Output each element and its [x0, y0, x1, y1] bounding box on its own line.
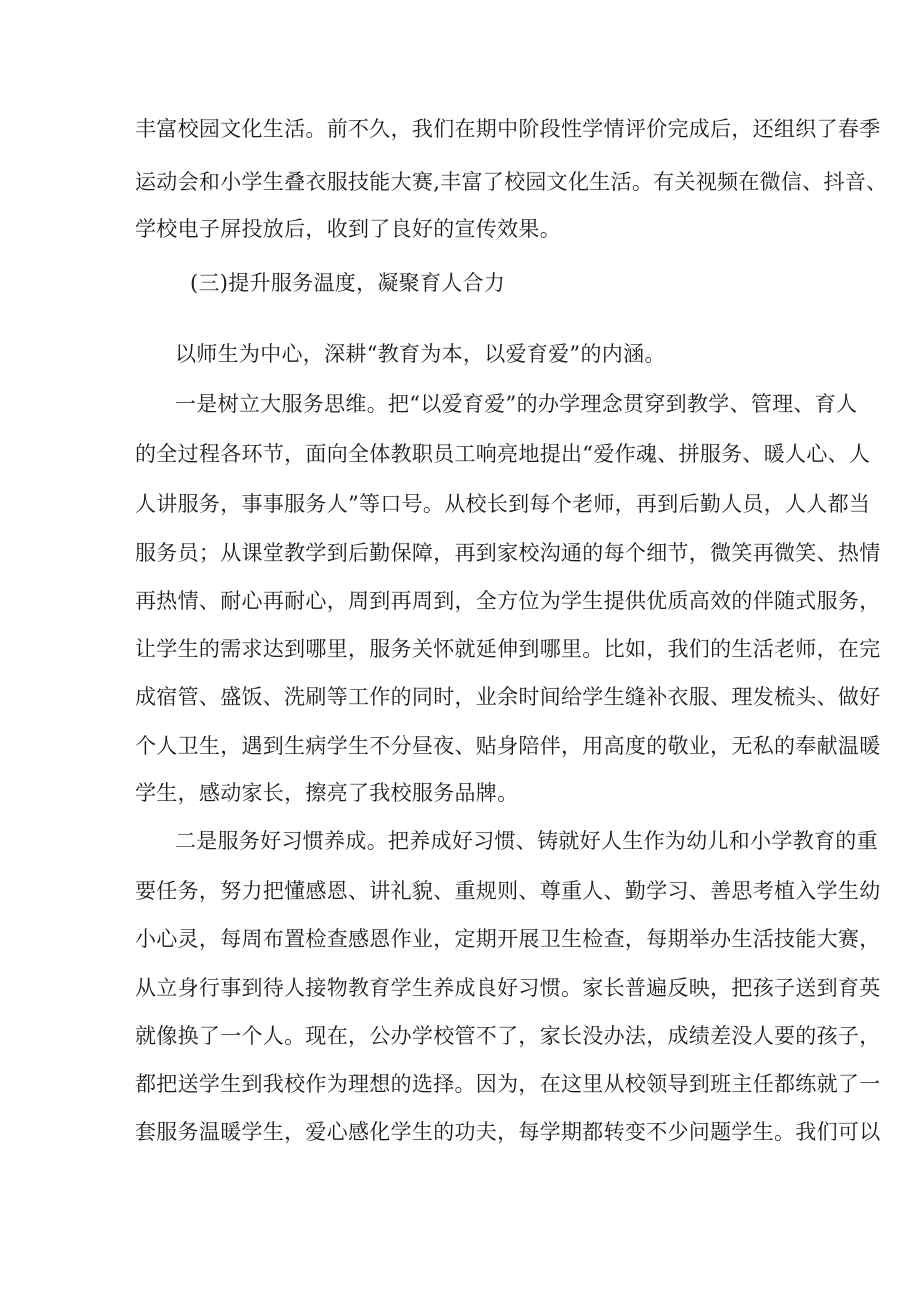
text-line: 让学生的需求达到哪里，服务关怀就延伸到哪里。比如，我们的生活老师，在完 — [135, 637, 881, 661]
text-line: 小心灵，每周布置检查感恩作业，定期开展卫生检查，每期举办生活技能大赛， — [135, 927, 881, 951]
text-line: 个人卫生，遇到生病学生不分昼夜、贴身陪伴，用高度的敬业，无私的奉献温暖 — [135, 734, 881, 758]
text-line: 成宿管、盛饭、洗刷等工作的同时，业余时间给学生缝补衣服、理发梳头、做好 — [135, 685, 881, 709]
text-line: 人讲服务，事事服务人”等口号。从校长到每个老师，再到后勤人员，人人都当 — [135, 492, 871, 516]
paragraph-first-line: 以师生为中心，深耕“教育为本，以爱育爱”的内涵。 — [175, 342, 666, 366]
text-line: 丰富校园文化生活。前不久，我们在期中阶段性学情评价完成后，还组织了春季 — [135, 117, 881, 141]
text-line: 套服务温暖学生，爱心感化学生的功夫，每学期都转变不少问题学生。我们可以 — [135, 1120, 881, 1144]
text-line: 学生，感动家长，擦亮了我校服务品牌。 — [135, 781, 519, 805]
section-heading: (三)提升服务温度，凝聚育人合力 — [190, 271, 506, 295]
text-line: 要任务，努力把懂感恩、讲礼貌、重规则、尊重人、勤学习、善思考植入学生幼 — [135, 879, 881, 903]
text-line: 学校电子屏投放后，收到了良好的宣传效果。 — [135, 217, 561, 241]
paragraph-first-line: 二是服务好习惯养成。把养成好习惯、铸就好人生作为幼儿和小学教育的重 — [175, 829, 878, 853]
text-line: 就像换了一个人。现在，公办学校管不了，家长没办法，成绩差没人要的孩子， — [135, 1024, 881, 1048]
text-line: 服务员；从课堂教学到后勤保障，再到家校沟通的每个细节，微笑再微笑、热情 — [135, 541, 881, 565]
text-line: 运动会和小学生叠衣服技能大赛,丰富了校园文化生活。有关视频在微信、抖音、 — [135, 170, 888, 194]
paragraph-first-line: 一是树立大服务思维。把“以爱育爱”的办学理念贯穿到教学、管理、育人 — [175, 392, 858, 416]
text-line: 再热情、耐心再耐心，周到再周到，全方位为学生提供优质高效的伴随式服务， — [135, 589, 881, 613]
text-line: 从立身行事到待人接物教育学生养成良好习惯。家长普遍反映，把孩子送到育英 — [135, 976, 881, 1000]
text-line: 的全过程各环节，面向全体教职员工响亮地提出“爱作魂、拼服务、暖人心、人 — [135, 442, 871, 466]
text-line: 都把送学生到我校作为理想的选择。因为，在这里从校领导到班主任都练就了一 — [135, 1072, 881, 1096]
